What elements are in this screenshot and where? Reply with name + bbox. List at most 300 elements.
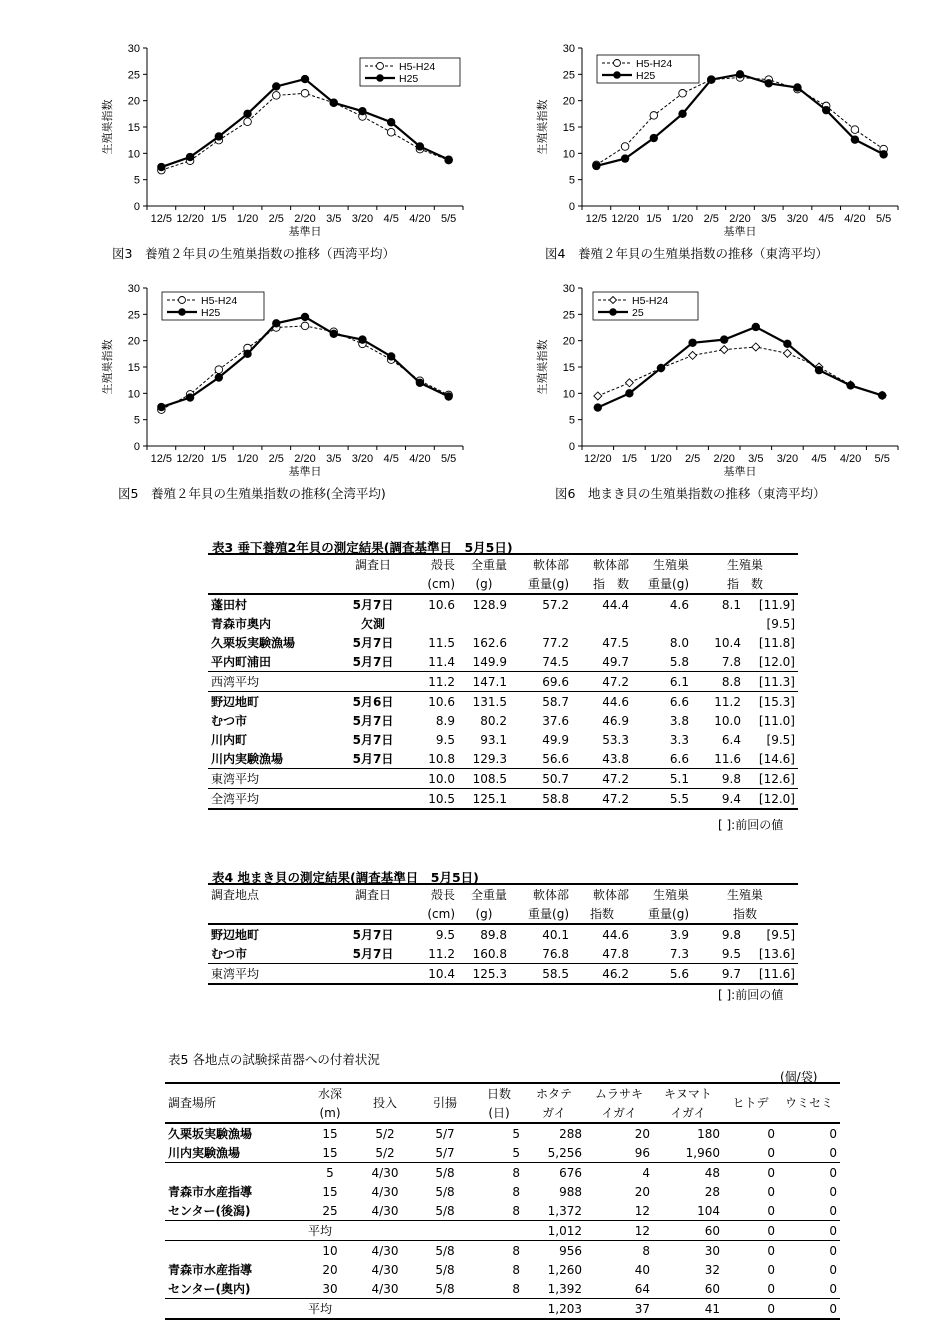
cell-gonad: 6.6	[632, 692, 692, 712]
table3-header-soft-unit: 重量(g)	[510, 574, 572, 594]
cell-days: 8	[512, 1281, 520, 1296]
cell-site: 川内実験漁場	[168, 1146, 241, 1160]
legend-label: H5-H24	[632, 295, 669, 307]
series-line-1	[161, 317, 448, 407]
table3-header-gonad-unit: 重量(g)	[632, 574, 692, 594]
data-point	[688, 339, 696, 347]
cell-site: 青森市水産指導	[168, 1263, 253, 1277]
cell-kinu: 60	[653, 1221, 723, 1241]
x-tick-label: 3/5	[326, 213, 342, 225]
y-tick-label: 10	[562, 388, 575, 401]
x-tick-label: 2/5	[268, 453, 284, 465]
cell-softidx: 44.6	[602, 927, 629, 942]
y-tick-label: 0	[133, 441, 140, 453]
cell-murasaki: 12	[634, 1203, 650, 1218]
cell-soft: 58.5	[510, 964, 572, 985]
cell-soft: 77.2	[542, 635, 569, 650]
legend-label: H5-H24	[636, 58, 673, 70]
x-tick-label: 3/5	[761, 213, 777, 225]
table3-header-soft: 軟体部	[510, 554, 572, 574]
cell-weight: 93.1	[480, 732, 507, 747]
x-tick-label: 12/20	[176, 213, 204, 225]
table3-header-shell-unit: (cm)	[416, 574, 458, 594]
data-point	[783, 349, 791, 357]
cell-gonad: 8.0	[669, 635, 689, 650]
x-tick-label: 4/5	[383, 453, 399, 465]
cell-site: センター(奥内)	[168, 1282, 251, 1296]
table5-header-kinu-2: イガイ	[653, 1103, 723, 1123]
cell-date: 5月7日	[352, 598, 394, 612]
x-tick-label: 12/5	[150, 453, 173, 465]
table5-header-hotate: ホタテ	[523, 1083, 585, 1103]
cell-shell: 10.4	[416, 964, 458, 985]
cell-out: 5/7	[435, 1126, 455, 1141]
legend-marker	[613, 71, 621, 79]
cell-soft: 37.6	[542, 713, 569, 728]
cell-date: 5月7日	[352, 636, 394, 650]
cell-shell: 9.5	[435, 927, 455, 942]
cell-hotate: 1,260	[547, 1262, 582, 1277]
fig3-caption: 図3 養殖２年貝の生殖巣指数の推移（西湾平均）	[112, 246, 395, 261]
cell-umisemi: 0	[829, 1281, 837, 1296]
data-point	[301, 313, 309, 321]
table-row	[165, 1221, 840, 1241]
cell-prev: [12.0]	[758, 654, 795, 669]
x-tick-label: 1/5	[621, 453, 638, 465]
table-row	[165, 1260, 840, 1279]
cell-site: 川内実験漁場	[211, 752, 284, 766]
table4-header-site: 調査地点	[208, 884, 330, 904]
table5-header-hotate-2: ガイ	[523, 1103, 585, 1123]
cell-hitode: 0	[767, 1126, 775, 1141]
table-row	[208, 652, 798, 672]
table-row	[208, 692, 798, 712]
table3-header-shell: 殻長	[416, 554, 458, 574]
table4-header-row-2	[208, 904, 798, 924]
cell-hotate: 1,012	[523, 1221, 585, 1241]
cell-gsi: 6.4	[721, 732, 741, 747]
cell-murasaki: 12	[585, 1221, 653, 1241]
data-point	[243, 110, 251, 118]
y-tick-label: 5	[568, 174, 575, 187]
cell-out: 5/7	[435, 1145, 455, 1160]
cell-site: 青森市水産指導	[168, 1185, 253, 1199]
y-tick-label: 30	[127, 283, 140, 295]
data-point	[592, 162, 600, 170]
cell-gsi: 8.8	[692, 672, 744, 692]
x-tick-label: 3/20	[351, 213, 374, 225]
x-tick-label: 5/5	[874, 453, 890, 465]
y-tick-label: 25	[562, 69, 575, 82]
table-row	[208, 672, 798, 692]
data-point	[678, 110, 686, 118]
data-point	[301, 322, 309, 330]
x-tick-label: 1/5	[211, 213, 227, 225]
data-point	[594, 392, 602, 400]
table5-body	[165, 1123, 840, 1319]
cell-softidx: 47.2	[572, 769, 632, 789]
cell-out: 5/8	[415, 1241, 475, 1261]
cell-days: 8	[475, 1163, 523, 1183]
data-point	[815, 366, 823, 374]
cell-gonad: 6.1	[632, 672, 692, 692]
cell-prev: [14.6]	[758, 751, 795, 766]
cell-in	[355, 1299, 415, 1320]
cell-depth: 10	[305, 1241, 355, 1261]
cell-gsi: 9.8	[721, 927, 741, 942]
legend-marker	[609, 308, 617, 316]
cell-gsi: 11.6	[714, 751, 741, 766]
cell-site: 東湾平均	[208, 964, 330, 985]
data-point	[625, 379, 633, 387]
table4-header-soft: 軟体部	[510, 884, 572, 904]
cell-shell: 10.8	[428, 751, 455, 766]
table3-title: 表3 垂下養殖2年貝の測定結果(調査基準日 5月5日)	[212, 540, 513, 555]
cell-softidx: 44.4	[602, 597, 629, 612]
data-point	[444, 155, 452, 163]
cell-site: 久栗坂実験漁場	[168, 1127, 253, 1141]
data-point	[793, 83, 801, 91]
data-point	[720, 335, 728, 343]
data-point	[301, 75, 309, 83]
cell-depth: 5	[305, 1163, 355, 1183]
x-tick-label: 3/20	[776, 453, 799, 465]
cell-hitode: 0	[723, 1299, 778, 1320]
fig4-caption: 図4 養殖２年貝の生殖巣指数の推移（東湾平均）	[545, 246, 828, 261]
table5-header-murasaki: ムラサキ	[585, 1083, 653, 1103]
cell-shell: 11.5	[428, 635, 455, 650]
cell-days: 5	[512, 1145, 520, 1160]
data-point	[215, 373, 223, 381]
data-point	[625, 389, 633, 397]
cell-in: 4/30	[371, 1203, 399, 1218]
x-tick-label: 3/20	[351, 453, 374, 465]
cell-depth: 20	[322, 1262, 338, 1277]
cell-kinu: 60	[704, 1281, 720, 1296]
cell-date: 5月7日	[352, 752, 394, 766]
series-line-0	[161, 93, 448, 170]
data-point	[244, 118, 252, 126]
table-row	[165, 1123, 840, 1143]
cell-out	[415, 1221, 475, 1241]
data-point	[157, 163, 165, 171]
data-point	[650, 112, 658, 120]
table3-header-row-2	[208, 574, 798, 594]
table4-note: [ ]:前回の値	[718, 988, 784, 1002]
table-row	[165, 1163, 840, 1183]
table-row	[165, 1182, 840, 1201]
x-tick-label: 1/20	[236, 453, 259, 465]
cell-prev: [12.0]	[744, 789, 798, 810]
cell-shell: 10.0	[416, 769, 458, 789]
cell-gonad: 6.6	[669, 751, 689, 766]
cell-softidx: 46.2	[572, 964, 632, 985]
table4-header-weight-unit: (g)	[458, 904, 510, 924]
x-tick-label: 5/5	[440, 453, 457, 465]
x-tick-label: 2/20	[294, 453, 316, 465]
cell-in	[355, 1221, 415, 1241]
cell-soft: 57.2	[542, 597, 569, 612]
cell-days: 8	[512, 1262, 520, 1277]
y-tick-label: 15	[127, 122, 140, 134]
x-tick-label: 1/5	[646, 213, 662, 225]
cell-depth: 25	[322, 1203, 338, 1218]
data-point	[301, 89, 309, 97]
cell-hotate: 988	[559, 1184, 582, 1199]
x-tick-label: 4/20	[844, 213, 866, 225]
cell-hitode: 0	[723, 1241, 778, 1261]
table3-note: [ ]:前回の値	[718, 818, 784, 832]
data-point	[783, 340, 791, 348]
data-point	[679, 89, 687, 97]
cell-date: 欠測	[360, 617, 385, 631]
table3-header-weight: 全重量	[458, 554, 510, 574]
y-axis-label: 生殖巣指数	[536, 339, 549, 395]
data-point	[416, 379, 424, 387]
cell-prev: [13.6]	[758, 946, 795, 961]
cell-date: 5月7日	[352, 655, 394, 669]
series-line-0	[596, 77, 883, 164]
table-row	[208, 964, 798, 985]
cell-kinu: 48	[653, 1163, 723, 1183]
table-row	[208, 769, 798, 789]
y-axis-label: 生殖巣指数	[101, 99, 114, 155]
x-tick-label: 1/5	[211, 453, 227, 465]
cell-out	[415, 1299, 475, 1320]
y-tick-label: 5	[133, 174, 140, 187]
cell-umisemi: 0	[778, 1163, 840, 1183]
table4-header-soft-unit: 重量(g)	[510, 904, 572, 924]
x-axis-label: 基準日	[723, 465, 757, 478]
data-point	[387, 128, 395, 136]
cell-date: 5月7日	[352, 733, 394, 747]
x-axis-label: 基準日	[723, 225, 757, 238]
data-point	[186, 153, 194, 161]
data-point	[720, 346, 728, 354]
cell-in: 5/2	[375, 1126, 395, 1141]
cell-umisemi: 0	[778, 1221, 840, 1241]
table5-title: 表5 各地点の試験採苗器への付着状況	[168, 1052, 380, 1067]
chart-fig4	[530, 40, 910, 240]
chart-fig3	[95, 40, 475, 240]
data-point	[851, 126, 859, 134]
cell-site: 野辺地町	[211, 928, 260, 942]
x-tick-label: 12/5	[150, 213, 173, 225]
cell-site	[165, 1299, 305, 1320]
chart-fig3-svg	[95, 40, 475, 240]
cell-site: 東湾平均	[208, 769, 330, 789]
series-line-0	[598, 347, 882, 396]
table3-header-gonad: 生殖巣	[632, 554, 692, 574]
cell-weight: 149.9	[472, 654, 507, 669]
cell-umisemi: 0	[829, 1126, 837, 1141]
x-tick-label: 2/20	[729, 213, 751, 225]
cell-softidx: 47.2	[572, 789, 632, 810]
x-tick-label: 2/20	[713, 453, 735, 465]
x-tick-label: 5/5	[875, 213, 892, 225]
table3	[208, 553, 798, 810]
cell-in: 4/30	[355, 1163, 415, 1183]
x-tick-label: 2/5	[268, 213, 284, 225]
data-point	[444, 392, 452, 400]
table3-header-row-1	[208, 554, 798, 574]
cell-weight: 108.5	[458, 769, 510, 789]
table4-header-softidx: 軟体部	[572, 884, 632, 904]
table3-header-date: 調査日	[330, 554, 416, 574]
cell-in: 5/2	[375, 1145, 395, 1160]
cell-site: 川内町	[211, 733, 248, 747]
x-tick-label: 4/5	[383, 213, 399, 225]
table5-header-days: 日数	[475, 1083, 523, 1103]
x-tick-label: 4/5	[811, 453, 827, 465]
cell-umisemi: 0	[829, 1203, 837, 1218]
cell-weight: 89.8	[480, 927, 507, 942]
legend-label: H5-H24	[399, 61, 436, 73]
table3-header-gsi-unit: 指 数	[692, 574, 798, 594]
cell-depth: 15	[322, 1184, 338, 1199]
x-tick-label: 1/20	[671, 213, 694, 225]
cell-murasaki: 20	[634, 1184, 650, 1199]
data-point	[878, 391, 886, 399]
data-point	[186, 393, 194, 401]
legend-marker	[179, 297, 186, 304]
table5-header-out: 引揚	[415, 1083, 475, 1123]
table4-title: 表4 地まき貝の測定結果(調査基準日 5月5日)	[212, 870, 479, 885]
x-tick-label: 12/5	[585, 213, 608, 225]
y-tick-label: 0	[568, 201, 575, 213]
cell-weight	[458, 614, 510, 633]
cell-date: 5月7日	[352, 928, 394, 942]
cell-kinu: 104	[697, 1203, 720, 1218]
cell-prev: [11.3]	[744, 672, 798, 692]
legend-label: H5-H24	[201, 295, 238, 307]
table-row	[208, 730, 798, 749]
cell-site: 青森市奥内	[211, 617, 272, 631]
cell-murasaki: 4	[585, 1163, 653, 1183]
cell-shell: 11.2	[428, 946, 455, 961]
table-row	[208, 749, 798, 769]
table5-header-depth-unit: (m)	[305, 1103, 355, 1123]
cell-prev: [9.5]	[766, 732, 795, 747]
table-row	[208, 711, 798, 730]
table3-body	[208, 594, 798, 809]
cell-kinu: 1,960	[685, 1145, 720, 1160]
cell-murasaki: 96	[634, 1145, 650, 1160]
cell-hotate: 1,203	[523, 1299, 585, 1320]
data-point	[736, 70, 744, 78]
table-row	[165, 1299, 840, 1320]
data-point	[707, 75, 715, 83]
cell-prev: [15.3]	[744, 692, 798, 712]
cell-site	[165, 1163, 305, 1183]
cell-site: 久栗坂実験漁場	[211, 636, 296, 650]
table4-header-shell-unit: (cm)	[416, 904, 458, 924]
cell-soft: 56.6	[542, 751, 569, 766]
cell-in: 4/30	[371, 1184, 399, 1199]
table-row	[208, 789, 798, 810]
cell-depth: 15	[322, 1145, 338, 1160]
cell-gsi: 9.7	[692, 964, 744, 985]
chart-fig6-svg	[530, 280, 910, 480]
x-tick-label: 1/20	[236, 213, 259, 225]
cell-site: 全湾平均	[208, 789, 330, 810]
cell-in: 4/30	[371, 1281, 399, 1296]
cell-date	[330, 789, 416, 810]
chart-fig4-svg	[530, 40, 910, 240]
legend-marker	[376, 74, 384, 82]
cell-umisemi: 0	[829, 1184, 837, 1199]
cell-gsi	[692, 614, 744, 633]
cell-kinu: 32	[704, 1262, 720, 1277]
cell-softidx: 44.6	[572, 692, 632, 712]
x-tick-label: 4/5	[818, 213, 834, 225]
x-axis-label: 基準日	[288, 465, 322, 478]
table5-header-days-unit: (日)	[475, 1103, 523, 1123]
table3-header-softidx-unit: 指 数	[572, 574, 632, 594]
cell-site: 西湾平均	[208, 672, 330, 692]
table3-header-softidx: 軟体部	[572, 554, 632, 574]
y-tick-label: 25	[562, 309, 575, 322]
y-tick-label: 15	[562, 362, 575, 374]
fig5-caption: 図5 養殖２年貝の生殖巣指数の推移(全湾平均)	[118, 486, 386, 501]
chart-fig6	[530, 280, 910, 480]
x-tick-label: 1/20	[650, 453, 672, 465]
cell-gonad: 5.6	[632, 964, 692, 985]
data-point	[358, 335, 366, 343]
cell-soft: 74.5	[542, 654, 569, 669]
cell-soft: 49.9	[542, 732, 569, 747]
cell-gsi: 10.4	[714, 635, 741, 650]
cell-date: 5月6日	[330, 692, 416, 712]
data-point	[358, 107, 366, 115]
y-tick-label: 25	[127, 69, 140, 82]
cell-prev: [11.9]	[758, 597, 795, 612]
table4-header-gsi: 生殖巣	[692, 884, 798, 904]
cell-weight: 162.6	[472, 635, 507, 650]
cell-gsi: 11.2	[692, 692, 744, 712]
cell-hitode: 0	[767, 1203, 775, 1218]
y-tick-label: 0	[133, 201, 140, 213]
cell-date	[330, 769, 416, 789]
cell-murasaki: 20	[634, 1126, 650, 1141]
cell-gsi: 9.5	[721, 946, 741, 961]
cell-hotate: 676	[523, 1163, 585, 1183]
cell-shell: 11.4	[428, 654, 455, 669]
cell-date	[330, 964, 416, 985]
cell-gonad: 4.6	[669, 597, 689, 612]
table4-header-gonad-unit: 重量(g)	[632, 904, 692, 924]
cell-softidx: 47.5	[602, 635, 629, 650]
table5-header-umisemi: ウミセミ	[778, 1083, 840, 1123]
y-tick-label: 5	[568, 414, 575, 427]
series-line-1	[598, 327, 882, 408]
chart-fig5-svg	[95, 280, 475, 480]
cell-prev: [12.6]	[744, 769, 798, 789]
y-tick-label: 20	[127, 95, 140, 108]
cell-weight: 131.5	[458, 692, 510, 712]
cell-days	[475, 1221, 523, 1241]
data-point	[689, 351, 697, 359]
x-tick-label: 4/20	[839, 453, 862, 465]
table5-unit: (個/袋)	[780, 1070, 818, 1084]
y-axis-label: 生殖巣指数	[536, 99, 549, 155]
table-row	[208, 924, 798, 944]
cell-gonad: 7.3	[669, 946, 689, 961]
cell-days	[475, 1299, 523, 1320]
cell-gsi: 8.1	[721, 597, 741, 612]
cell-days: 8	[475, 1241, 523, 1261]
cell-gsi: 9.4	[692, 789, 744, 810]
